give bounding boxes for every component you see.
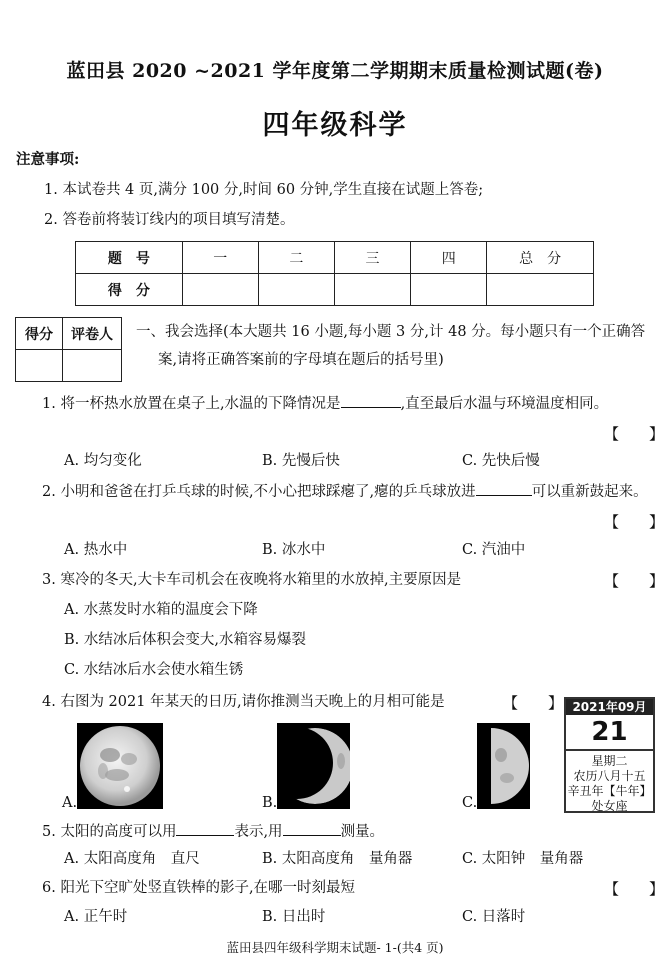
section1-line2: 案,请将正确答案前的字母填在题后的括号里) (158, 352, 444, 368)
q6-answer-bracket[interactable]: 【 】 (604, 880, 665, 898)
full-moon-image (77, 723, 163, 809)
score-cell-4[interactable] (411, 274, 487, 306)
crescent-moon-image (277, 723, 350, 809)
q1-answer-bracket[interactable]: 【 】 (604, 425, 665, 443)
calendar-lunar-date: 农历八月十五 (573, 769, 646, 783)
q3-option-a: A. 水蒸发时水箱的温度会下降 (64, 602, 258, 618)
q2-option-b: B. 冰水中 (262, 542, 326, 558)
q1-stem-end: ,直至最后水温与环境温度相同。 (400, 396, 609, 412)
score-row-label: 得 分 (76, 274, 183, 306)
q4-answer-bracket[interactable]: 【 】 (503, 694, 564, 712)
calendar-weekday: 星期二 (591, 754, 628, 768)
score-header-1: 一 (182, 242, 258, 274)
q6-option-a: A. 正午时 (64, 909, 128, 925)
score-cell-3[interactable] (334, 274, 410, 306)
score-cell-1[interactable] (182, 274, 258, 306)
grader-name-label: 评卷人 (63, 318, 122, 350)
q1-option-a: A. 均匀变化 (64, 453, 142, 469)
grader-table (15, 317, 122, 382)
notice-heading: 注意事项: (16, 151, 80, 168)
notice-item-2: 2. 答卷前将装订线内的项目填写清楚。 (44, 212, 295, 228)
q5-blank-1[interactable] (176, 821, 234, 836)
q6-option-b: B. 日出时 (262, 909, 326, 925)
notice-item-1: 1. 本试卷共 4 页,满分 100 分,时间 60 分钟,学生直接在试题上答卷; (44, 182, 484, 198)
calendar-year-name: 辛丑年【牛年】 (567, 784, 652, 798)
score-header-3: 三 (334, 242, 410, 274)
section1-line1: 一、我会选择(本大题共 16 小题,每小题 3 分,计 48 分。每小题只有一个正确答 (136, 324, 646, 340)
calendar-month: 2021年09月 (566, 699, 653, 715)
question-3-stem: 3. 寒冷的冬天,大卡车司机会在夜晚将水箱里的水放掉,主要原因是 (42, 572, 462, 588)
score-header-4: 四 (411, 242, 487, 274)
question-5-stem (42, 821, 384, 842)
half-moon-image (477, 723, 530, 809)
q5-option-c: C. 太阳钟 量角器 (462, 851, 584, 867)
score-cell-total[interactable] (487, 274, 594, 306)
score-header-total: 总 分 (487, 242, 594, 274)
q1-stem-start: 1. 将一杯热水放置在桌子上,水温的下降情况是 (42, 396, 341, 412)
q4-option-c-label: C. (462, 795, 478, 811)
q5-stem-end: 测量。 (340, 824, 385, 840)
q5-option-b: B. 太阳高度角 量角器 (262, 851, 413, 867)
q3-option-b: B. 水结冰后体积会变大,水箱容易爆裂 (64, 632, 306, 648)
q3-answer-bracket[interactable]: 【 】 (604, 572, 665, 590)
score-header-label: 题 号 (76, 242, 183, 274)
calendar-image (564, 697, 655, 813)
score-header-2: 二 (258, 242, 334, 274)
score-table (75, 241, 594, 306)
q2-stem-end: 可以重新鼓起来。 (531, 484, 648, 500)
exam-subtitle: 四年级科学 (262, 110, 408, 141)
grader-name-cell[interactable] (63, 350, 122, 382)
q1-option-c: C. 先快后慢 (462, 453, 540, 469)
q5-option-a: A. 太阳高度角 直尺 (64, 851, 200, 867)
q1-blank[interactable] (341, 393, 401, 408)
calendar-day: 21 (566, 715, 653, 751)
exam-title: 蓝田县 2020 ~2021 学年度第二学期期末质量检测试题(卷) (66, 60, 604, 82)
grader-score-cell[interactable] (16, 350, 63, 382)
q5-stem-start: 5. 太阳的高度可以用 (42, 824, 177, 840)
q5-stem-mid: 表示,用 (234, 824, 283, 840)
question-2-stem (42, 481, 648, 502)
q4-option-b-label: B. (262, 795, 278, 811)
question-6-stem: 6. 阳光下空旷处竖直铁棒的影子,在哪一时刻最短 (42, 880, 356, 896)
calendar-zodiac: 处女座 (591, 799, 628, 813)
q1-option-b: B. 先慢后快 (262, 453, 340, 469)
question-1-stem (42, 393, 608, 414)
q2-stem-start: 2. 小明和爸爸在打乒乓球的时候,不小心把球踩瘪了,瘪的乒乓球放进 (42, 484, 476, 500)
grader-score-label: 得分 (16, 318, 63, 350)
q3-option-c: C. 水结冰后水会使水箱生锈 (64, 662, 244, 678)
q2-blank[interactable] (476, 481, 532, 496)
q2-option-c: C. 汽油中 (462, 542, 526, 558)
q4-option-a-label: A. (62, 795, 78, 811)
q2-answer-bracket[interactable]: 【 】 (604, 513, 665, 531)
question-4-stem: 4. 右图为 2021 年某天的日历,请你推测当天晚上的月相可能是 (42, 694, 445, 710)
page-footer: 蓝田县四年级科学期末试题- 1-(共4 页) (226, 940, 444, 955)
score-cell-2[interactable] (258, 274, 334, 306)
q6-option-c: C. 日落时 (462, 909, 526, 925)
q5-blank-2[interactable] (283, 821, 341, 836)
q2-option-a: A. 热水中 (64, 542, 128, 558)
